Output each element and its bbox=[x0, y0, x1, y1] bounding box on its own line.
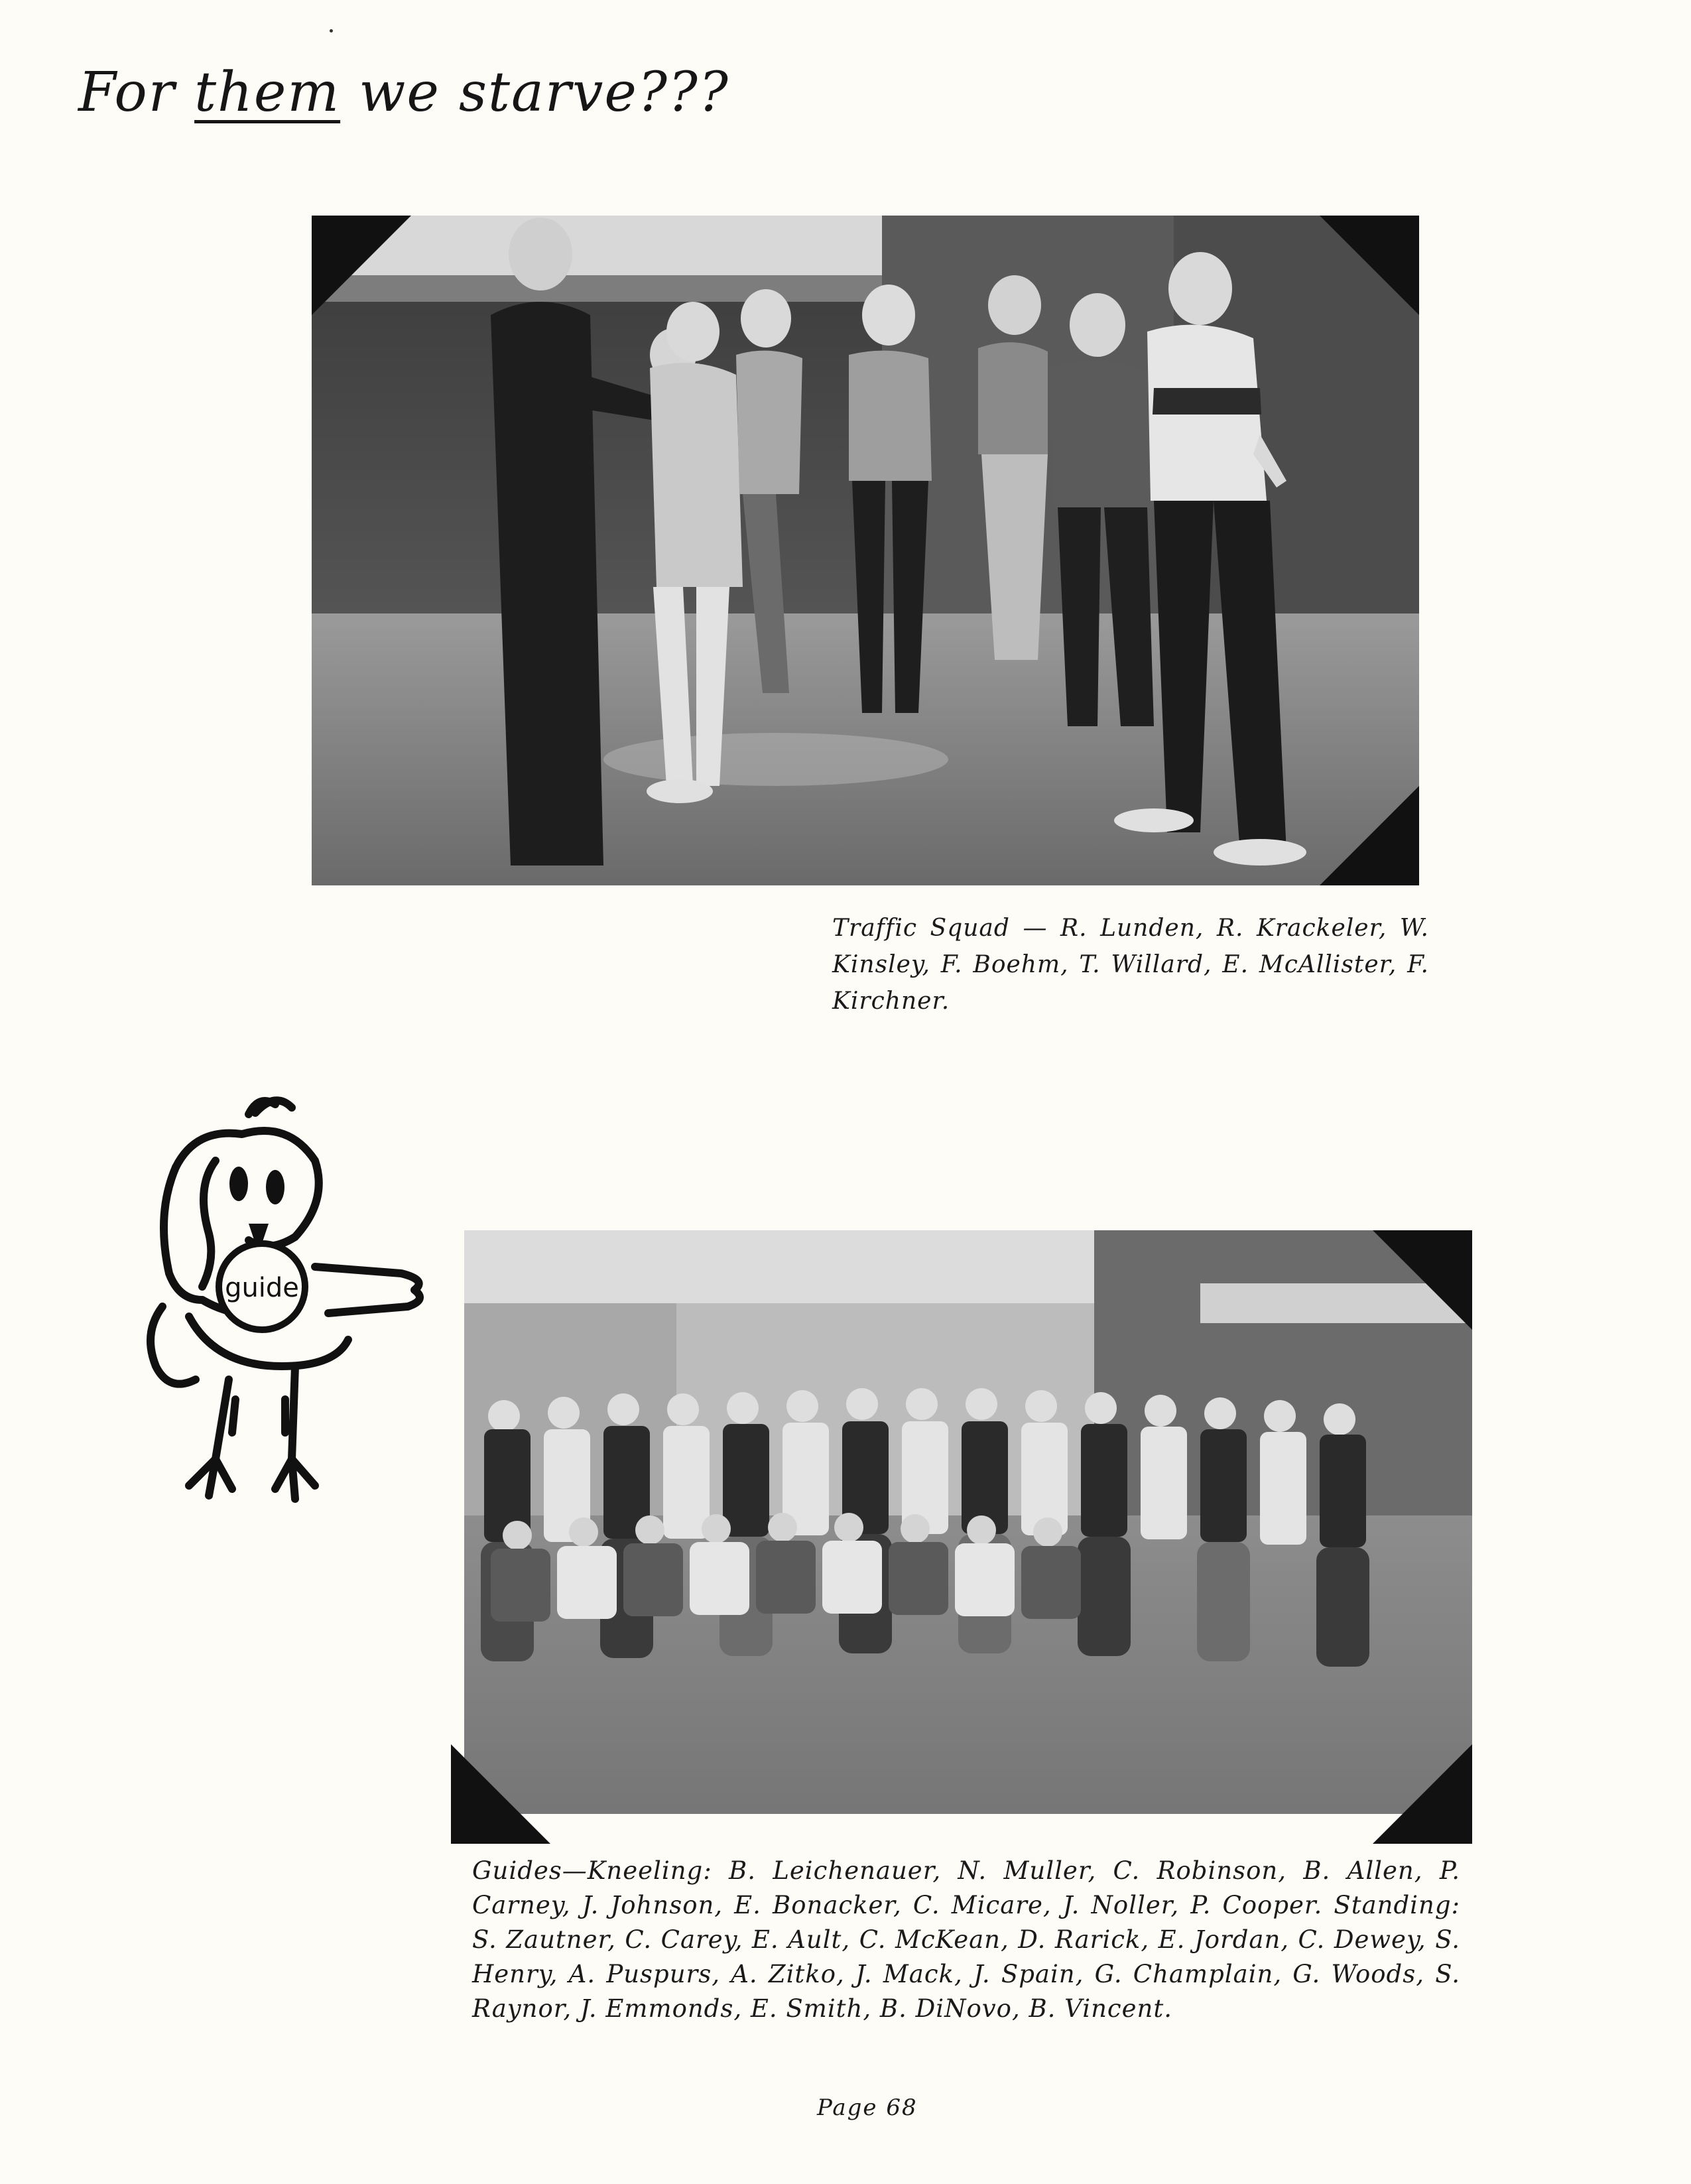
title-emphasis: them bbox=[194, 61, 341, 124]
mascot-badge-text: guide bbox=[225, 1273, 299, 1303]
guides-caption bbox=[472, 1854, 1460, 2026]
page-number: Page 68 bbox=[817, 2094, 918, 2121]
page-title bbox=[78, 61, 729, 124]
guides-photo-mount-corners bbox=[451, 1718, 1485, 1844]
traffic-squad-caption: Traffic Squad — R. Lunden, R. Krackeler, W. Kinsley, F. Boehm, T. Willard, E. McAllister, F. Kirchner. bbox=[832, 915, 1429, 1015]
traffic-squad-photo bbox=[312, 216, 1419, 885]
guide-bird-mascot-icon bbox=[116, 1088, 448, 1552]
title-suffix: we starve??? bbox=[359, 61, 729, 124]
print-mark bbox=[330, 29, 333, 32]
title-prefix: For bbox=[78, 61, 176, 124]
guides-caption-text: Guides—Kneeling: B. Leichenauer, N. Muller, C. Robinson, B. Allen, P. Carney, J. Johnson, E. Bonacker, C. Micare, J. Noller, P. Cooper. Standing: S. Zautner, C. Carey, E. Ault, C. McKean, D. Rarick, E. Jordan, C. Dewey, S. Henry, A. Puspurs, A. Zitko, J. Mack, J. Spain, G. Champlain, G. Woods, S. Raynor, J. Emmonds, E. Smith, B. DiNovo, B. Vincent. bbox=[472, 1856, 1460, 2023]
